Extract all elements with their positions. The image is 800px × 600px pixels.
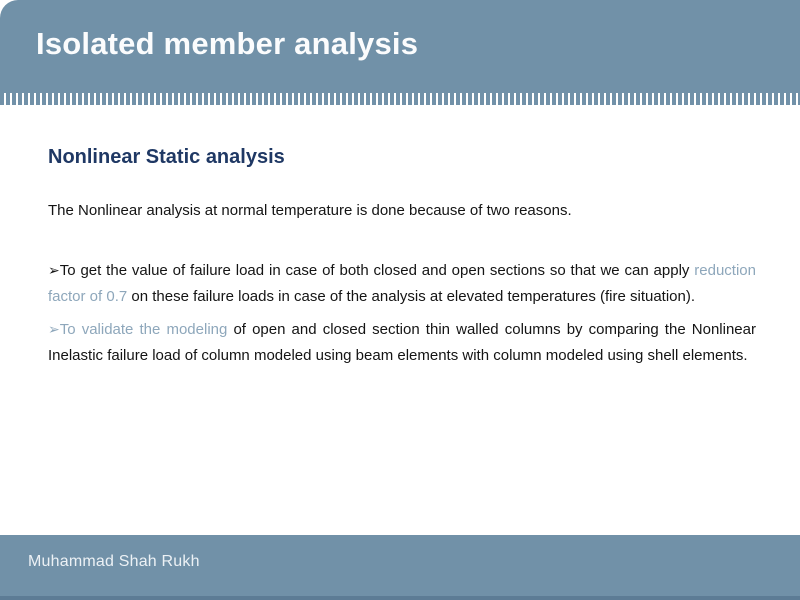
bullet-text-segment: on these failure loads in case of the analysis at elevated temperatures (fire situation). — [127, 288, 696, 305]
arrow-bullet-icon: ➢ — [48, 321, 60, 337]
footer-author-name: Muhammad Shah Rukh — [28, 553, 200, 570]
slide-body — [48, 146, 756, 375]
slide-title: Isolated member analysis — [36, 26, 419, 61]
arrow-bullet-icon: ➢ — [48, 262, 60, 278]
slide-header — [0, 0, 800, 105]
comb-pattern-decoration — [0, 93, 800, 105]
bullet-text-accent-segment: To validate the modeling — [59, 321, 228, 338]
bullet-text-accent-segment: reduction factor of 0.7 — [48, 262, 756, 305]
section-heading: Nonlinear Static analysis — [48, 146, 285, 168]
bullet-text-segment: of open and closed section thin walled columns by comparing the Nonlinear Inelastic failure load of column modeled using beam elements with column modeled using shell elements. — [48, 321, 756, 364]
bullet-item — [48, 316, 756, 369]
intro-paragraph: The Nonlinear analysis at normal temperature is done because of two reasons. — [48, 202, 572, 219]
bullet-item — [48, 257, 756, 310]
slide-footer — [0, 535, 800, 600]
bullet-text-segment: To get the value of failure load in case of both closed and open sections so that we can apply — [59, 262, 695, 279]
